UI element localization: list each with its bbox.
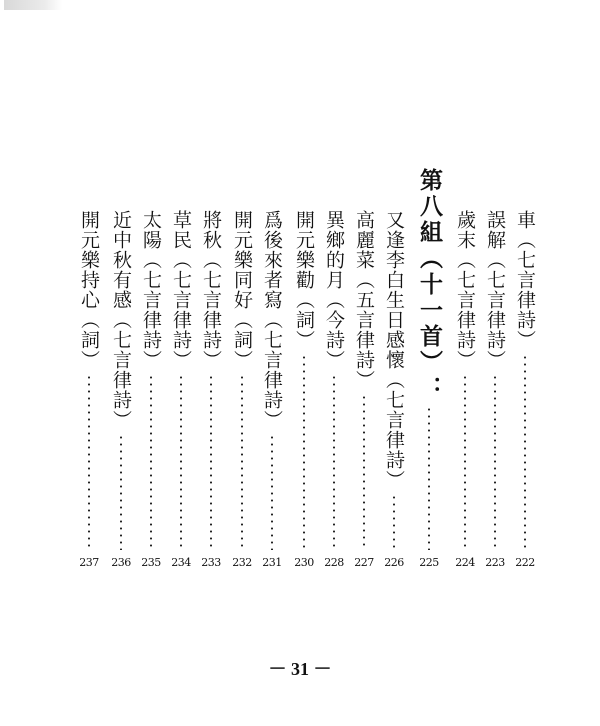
dot-leader bbox=[150, 374, 152, 550]
dot-leader bbox=[88, 374, 90, 550]
toc-entry-page: 224 bbox=[455, 556, 475, 569]
toc-entry-page: 225 bbox=[419, 556, 439, 569]
toc-entry bbox=[107, 210, 135, 570]
toc-entry-page: 232 bbox=[232, 556, 252, 569]
toc-entry bbox=[511, 210, 539, 570]
toc-entry-page: 230 bbox=[294, 556, 314, 569]
toc-entry-title: 異鄉的月（今詩） bbox=[323, 210, 345, 370]
toc-entry-title: 又逢李白生日感懷（七言律詩） bbox=[383, 210, 405, 490]
dot-leader bbox=[363, 394, 365, 550]
toc-entry-page: 223 bbox=[485, 556, 505, 569]
dot-leader bbox=[464, 374, 466, 550]
toc-entry bbox=[75, 210, 103, 570]
toc-entry bbox=[137, 210, 165, 570]
dot-leader bbox=[210, 374, 212, 550]
dot-leader bbox=[271, 434, 273, 550]
dot-leader bbox=[393, 494, 395, 550]
dot-leader bbox=[333, 374, 335, 550]
toc-entry-page: 236 bbox=[111, 556, 131, 569]
toc-entry bbox=[451, 210, 479, 570]
toc-entry bbox=[197, 210, 225, 570]
toc-entry-title: 誤解（七言律詩） bbox=[484, 210, 506, 370]
toc-entry-title: 太陽（七言律詩） bbox=[140, 210, 162, 370]
toc-entry-title: 車（七言律詩） bbox=[514, 210, 536, 350]
toc-entry bbox=[167, 210, 195, 570]
toc-entry-title: 歲末（七言律詩） bbox=[454, 210, 476, 370]
toc-entry bbox=[228, 210, 256, 570]
toc-entry bbox=[350, 210, 378, 570]
toc-entry-page: 228 bbox=[324, 556, 344, 569]
dot-leader bbox=[180, 374, 182, 550]
toc-section-title: 第八組（十一首）： bbox=[416, 168, 443, 402]
toc-entry-page: 234 bbox=[171, 556, 191, 569]
toc-entry-title: 開元樂同好（詞） bbox=[231, 210, 253, 370]
toc-entry-page: 233 bbox=[201, 556, 221, 569]
toc-entry bbox=[290, 210, 318, 570]
dot-leader bbox=[494, 374, 496, 550]
toc-entry-title: 近中秋有感（七言律詩） bbox=[110, 210, 132, 430]
toc-entry-page: 227 bbox=[354, 556, 374, 569]
toc-entry bbox=[258, 210, 286, 570]
dot-leader bbox=[120, 434, 122, 550]
dot-leader bbox=[524, 354, 526, 550]
toc-entry bbox=[380, 210, 408, 570]
toc-entry-title: 開元樂勸（詞） bbox=[293, 210, 315, 350]
toc-entry-title: 高麗菜（五言律詩） bbox=[353, 210, 375, 390]
toc-entry-page: 222 bbox=[515, 556, 535, 569]
toc-entry-title: 爲後來者寫（七言律詩） bbox=[261, 210, 283, 430]
toc-entry-page: 237 bbox=[79, 556, 99, 569]
toc-entry-title: 將秋（七言律詩） bbox=[200, 210, 222, 370]
dot-leader bbox=[241, 374, 243, 550]
dot-leader bbox=[303, 354, 305, 550]
dot-leader bbox=[428, 406, 430, 550]
toc-entry-page: 235 bbox=[141, 556, 161, 569]
toc-section-heading bbox=[415, 168, 443, 570]
toc-entry-page: 231 bbox=[262, 556, 282, 569]
toc-entry-title: 開元樂持心（詞） bbox=[78, 210, 100, 370]
page-number: － 31 － bbox=[268, 659, 332, 679]
toc-entry bbox=[320, 210, 348, 570]
toc-entry bbox=[481, 210, 509, 570]
toc-entry-page: 226 bbox=[384, 556, 404, 569]
toc-entry-title: 草民（七言律詩） bbox=[170, 210, 192, 370]
